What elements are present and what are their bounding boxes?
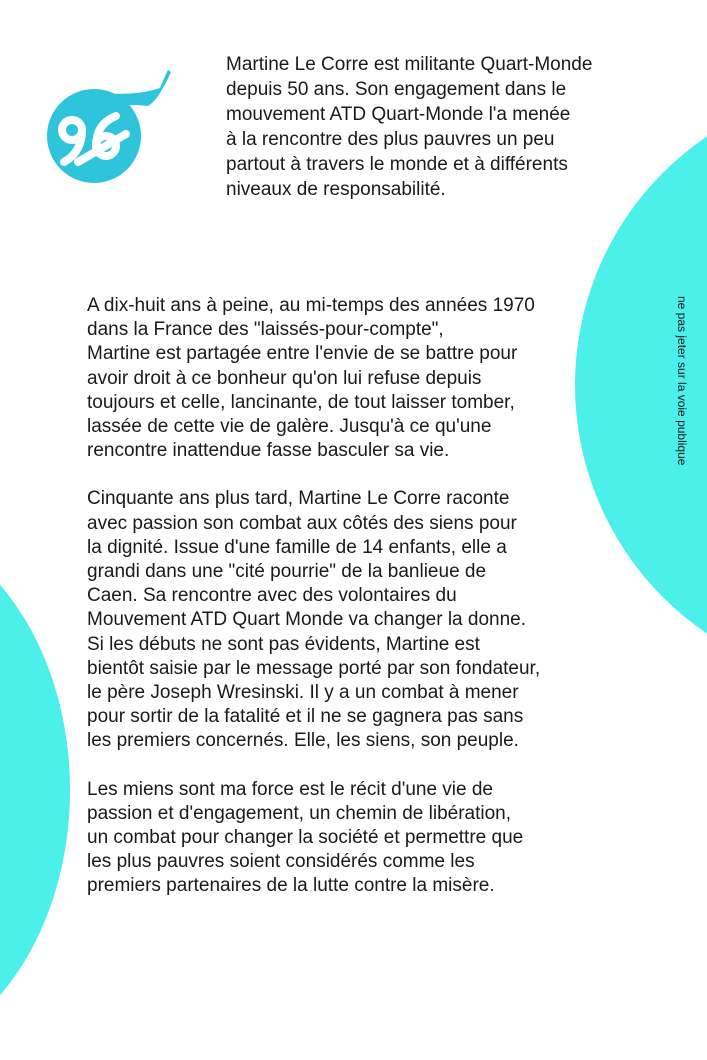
body-line: pour sortir de la fatalité et il ne se gagnera pas sans <box>87 706 524 728</box>
body-line: Cinquante ans plus tard, Martine Le Corre raconte <box>87 488 510 510</box>
intro-line: partout à travers le monde et à différents <box>226 154 568 175</box>
body-line: passion et d'engagement, un chemin de libération, <box>87 802 512 824</box>
intro-line: mouvement ATD Quart-Monde l'a menée <box>226 104 571 125</box>
intro-text <box>226 52 666 202</box>
body-line: Martine est partagée entre l'envie de se battre pour <box>87 343 518 365</box>
body-line: bientôt saisie par le message porté par son fondateur, <box>87 657 541 679</box>
body-line: la dignité. Issue d'une famille de 14 enfants, elle a <box>87 536 507 558</box>
body-line: toujours et celle, lancinante, de tout laisser tomber, <box>87 391 515 413</box>
body-text <box>87 294 607 923</box>
body-line: les premiers concernés. Elle, les siens, son peuple. <box>87 730 519 752</box>
body-line: lassée de cette vie de galère. Jusqu'à ce qu'une <box>87 416 492 438</box>
intro-line: Martine Le Corre est militante Quart-Monde <box>226 54 593 75</box>
body-line: un combat pour changer la société et permettre que <box>87 827 524 849</box>
body-line: avec passion son combat aux côtés des siens pour <box>87 512 517 534</box>
body-line: le père Joseph Wresinski. Il y a un combat à mener <box>87 682 519 704</box>
body-line: Caen. Sa rencontre avec des volontaires du <box>87 585 457 607</box>
body-line: grandi dans une "cité pourrie" de la banlieue de <box>87 561 487 583</box>
decorative-circle-left <box>0 520 70 1060</box>
body-line: A dix-huit ans à peine, au mi-temps des années 1970 <box>87 295 535 316</box>
intro-line: niveaux de responsabilité. <box>226 179 446 200</box>
body-line: rencontre inattendue fasse basculer sa vie. <box>87 440 450 462</box>
logo-96-icon <box>42 66 177 186</box>
body-line: Les miens sont ma force est le récit d'une vie de <box>87 778 493 800</box>
body-line: dans la France des "laissés-pour-compte", <box>87 319 444 341</box>
intro-line: à la rencontre des plus pauvres un peu <box>226 129 555 150</box>
body-line: premiers partenaires de la lutte contre la misère. <box>87 875 495 897</box>
paragraph-1 <box>87 294 607 463</box>
body-line: Mouvement ATD Quart Monde va changer la donne. <box>87 609 527 631</box>
intro-line: depuis 50 ans. Son engagement dans le <box>226 79 567 100</box>
body-line: avoir droit à ce bonheur qu'on lui refuse depuis <box>87 367 482 389</box>
paragraph-3 <box>87 778 607 899</box>
side-note: ne pas jeter sur la voie publique <box>675 296 689 466</box>
paragraph-2 <box>87 487 607 753</box>
body-line: Si les débuts ne sont pas évidents, Martine est <box>87 633 480 655</box>
body-line: les plus pauvres soient considérés comme les <box>87 851 475 873</box>
